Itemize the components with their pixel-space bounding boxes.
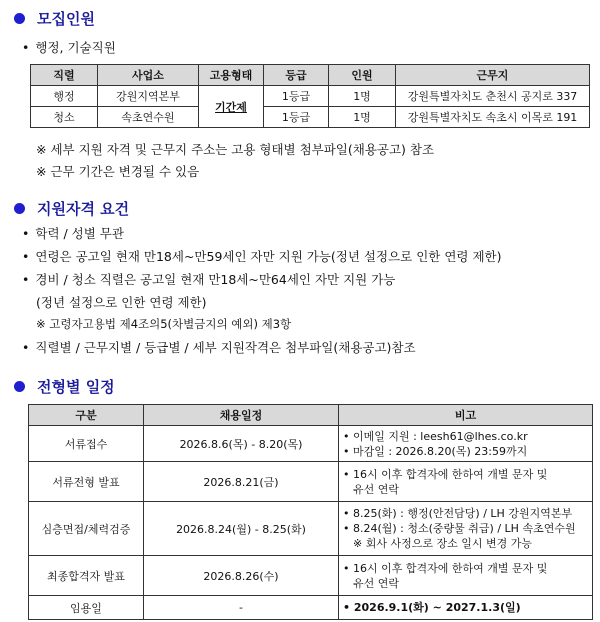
cell-date: 2026.8.21(금) (144, 462, 339, 502)
note-line: ※ 회사 사정으로 장소 일시 변경 가능 (353, 537, 532, 550)
cell-notes (339, 556, 593, 596)
cell-notes (339, 462, 593, 502)
bullet-dot-icon (14, 13, 25, 24)
table-row (29, 426, 593, 462)
note-line: • 8.24(월) : 청소(중량물 취급) / LH 속초연수원 (343, 522, 576, 535)
table-row (29, 462, 593, 502)
bullet-dot-icon (14, 203, 25, 214)
section-title-recruitment: 모집인원 (14, 8, 95, 29)
cell-stage: 서류접수 (29, 426, 144, 462)
col-header: 근무지 (396, 65, 590, 86)
note-line: • 16시 이후 합격자에 한하여 개별 문자 및 (343, 561, 548, 575)
cell-stage: 최종합격자 발표 (29, 556, 144, 596)
table-header-row (31, 65, 590, 86)
table-row (31, 107, 590, 128)
recruitment-table (30, 64, 590, 128)
cell-count: 1명 (329, 107, 396, 128)
table-row (29, 502, 593, 556)
cell-date: - (144, 596, 339, 620)
cell-date: 2026.8.24(월) - 8.25(화) (144, 502, 339, 556)
cell-notes (339, 596, 593, 620)
note-line: • 8.25(화) : 행정(안전담당) / LH 강원지역본부 (343, 507, 573, 520)
cell-date: 2026.8.6(목) - 8.20(목) (144, 426, 339, 462)
note-line: • 이메일 지원 : leesh61@lhes.co.kr (343, 429, 528, 443)
section-title-requirements: 지원자격 요건 (14, 198, 129, 219)
cell-grade: 1등급 (264, 107, 329, 128)
note-line: 유선 연락 (353, 482, 400, 496)
table-row (29, 556, 593, 596)
cell-stage: 서류전형 발표 (29, 462, 144, 502)
note-qualification: ※ 세부 지원 자격 및 근무지 주소는 고용 형태별 첨부파일(채용공고) 참조 (36, 142, 435, 157)
col-header: 채용일정 (144, 405, 339, 426)
col-header: 직렬 (31, 65, 98, 86)
cell-grade: 1등급 (264, 86, 329, 107)
cell-employment: 기간제 (199, 86, 264, 128)
col-header: 구분 (29, 405, 144, 426)
col-header: 인원 (329, 65, 396, 86)
cell-count: 1명 (329, 86, 396, 107)
table-row (31, 86, 590, 107)
cell-office: 속초연수원 (98, 107, 199, 128)
req-note-law: ※ 고령자고용법 제4조의5(차별금지의 예외) 제3항 (36, 317, 292, 331)
cell-notes (339, 502, 593, 556)
req-bullet-education: • 학력 / 성별 무관 (22, 224, 124, 242)
req-bullet-age: • 연령은 공고일 현재 만18세~만59세인 자만 지원 가능(정년 설정으로 인한 연령 제한) (22, 247, 501, 265)
req-bullet-guard-age: • 경비 / 청소 직렬은 공고일 현재 만18세~만64세인 자만 지원 가능 (22, 270, 395, 288)
col-header: 고용형태 (199, 65, 264, 86)
cell-office: 강원지역본부 (98, 86, 199, 107)
col-header: 등급 (264, 65, 329, 86)
cell-date: 2026.8.26(수) (144, 556, 339, 596)
req-bullet-attachment: • 직렬별 / 근무지별 / 등급별 / 세부 지원작격은 첨부파일(채용공고)참조 (22, 338, 416, 356)
col-header: 비고 (339, 405, 593, 426)
bullet-dot-icon (14, 381, 25, 392)
section-title-schedule: 전형별 일정 (14, 376, 115, 397)
schedule-table (28, 404, 593, 620)
table-row (29, 596, 593, 620)
col-header: 사업소 (98, 65, 199, 86)
cell-notes (339, 426, 593, 462)
note-line: • 2026.9.1(화) ~ 2027.1.3(일) (343, 601, 521, 614)
note-line: • 마감일 : 2026.8.20(목) 23:59까지 (343, 444, 528, 458)
cell-stage: 임용일 (29, 596, 144, 620)
cell-job: 행정 (31, 86, 98, 107)
cell-place: 강원특별자치도 속초시 이목로 191 (396, 107, 590, 128)
cell-place: 강원특별자치도 춘천시 공지로 337 (396, 86, 590, 107)
cell-job: 청소 (31, 107, 98, 128)
recruit-bullet: • 행정, 기술직원 (22, 38, 116, 56)
note-line: • 16시 이후 합격자에 한하여 개별 문자 및 (343, 467, 548, 481)
req-bullet-guard-age-cont: (정년 설정으로 인한 연령 제한) (36, 295, 207, 310)
cell-stage: 심층면접/체력검증 (29, 502, 144, 556)
note-line: 유선 연락 (353, 576, 400, 590)
note-period: ※ 근무 기간은 변경될 수 있음 (36, 164, 200, 179)
table-header-row (29, 405, 593, 426)
